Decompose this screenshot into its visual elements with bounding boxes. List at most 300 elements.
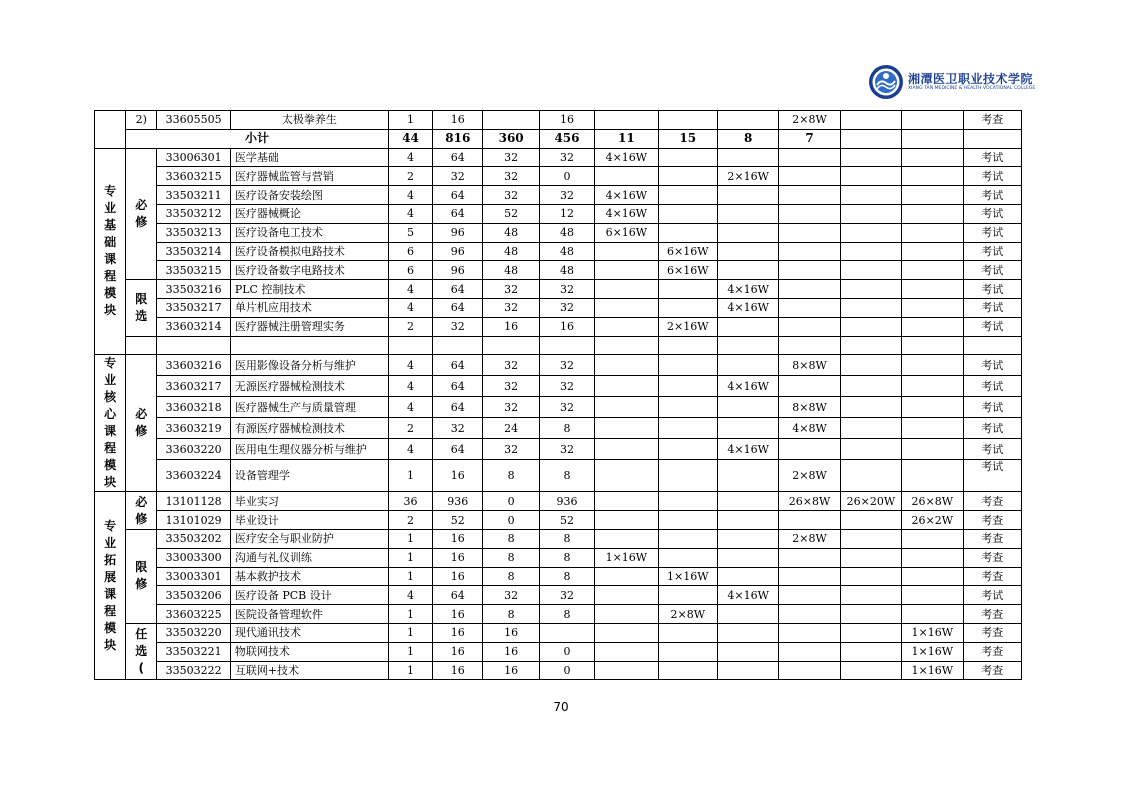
theory-hours: 32 (483, 186, 539, 205)
semester-4: 4×8W (779, 418, 840, 439)
semester-5 (840, 586, 901, 605)
total-hours: 64 (433, 186, 483, 205)
course-plan-table (94, 110, 1022, 680)
empty-cell (840, 129, 901, 148)
course-name: 沟通与礼仪训练 (230, 548, 388, 567)
total-hours: 936 (433, 492, 483, 511)
semester-1 (595, 397, 658, 418)
semester-4 (779, 280, 840, 299)
semester-6 (902, 605, 963, 624)
course-name: 医疗器械注册管理实务 (230, 317, 388, 336)
exam-type: 考试 (963, 439, 1022, 460)
theory-hours: 32 (483, 298, 539, 317)
course-name: 单片机应用技术 (230, 298, 388, 317)
college-emblem-icon (868, 64, 904, 100)
semester-5 (840, 397, 901, 418)
semester-4: 8×8W (779, 397, 840, 418)
semester-5 (840, 605, 901, 624)
practice-hours: 8 (539, 548, 594, 567)
exam-type: 考查 (963, 642, 1022, 661)
table-row (95, 460, 1022, 492)
semester-2 (658, 460, 717, 492)
total-hours: 16 (433, 567, 483, 586)
course-name: 医疗设备数字电路技术 (230, 261, 388, 280)
course-name: 医用电生理仪器分析与维护 (230, 439, 388, 460)
semester-1 (595, 492, 658, 511)
semester-3: 4×16W (717, 298, 778, 317)
practice-hours: 32 (539, 148, 594, 167)
semester-6 (902, 186, 963, 205)
semester-4 (779, 567, 840, 586)
course-name: 互联网+技术 (230, 661, 388, 680)
exam-type: 考试 (963, 186, 1022, 205)
table-row (95, 355, 1022, 376)
semester-1 (595, 355, 658, 376)
semester-2: 2×8W (658, 605, 717, 624)
core-module-section (95, 355, 1022, 492)
semester-4 (779, 661, 840, 680)
semester-1 (595, 167, 658, 186)
course-name: PLC 控制技术 (230, 280, 388, 299)
semester-2 (658, 529, 717, 548)
practice-hours: 32 (539, 280, 594, 299)
practice-hours: 32 (539, 376, 594, 397)
semester-2 (658, 280, 717, 299)
semester-6 (902, 148, 963, 167)
semester-3 (717, 661, 778, 680)
group-label-elective (126, 623, 157, 679)
total-hours: 64 (433, 376, 483, 397)
exam-type: 考查 (963, 623, 1022, 642)
credits: 4 (388, 280, 432, 299)
semester-3 (717, 261, 778, 280)
empty-cell (595, 336, 658, 355)
semester-1 (595, 642, 658, 661)
exam-type: 考查 (963, 548, 1022, 567)
semester-6 (902, 529, 963, 548)
exam-type: 考查 (963, 567, 1022, 586)
group-label-required-text: 必修 (135, 407, 148, 439)
semester-3: 4×16W (717, 376, 778, 397)
practice-hours: 0 (539, 642, 594, 661)
semester-6 (902, 167, 963, 186)
course-name: 物联网技术 (230, 642, 388, 661)
theory-hours: 0 (483, 511, 539, 530)
exam-type: 考查 (963, 605, 1022, 624)
semester-3 (717, 186, 778, 205)
course-code: 33503215 (157, 261, 230, 280)
total-hours: 96 (433, 242, 483, 261)
practice-hours: 16 (539, 111, 594, 130)
semester-3 (717, 567, 778, 586)
theory-hours: 360 (483, 129, 539, 148)
group-label-restricted (126, 280, 157, 336)
semester-3 (717, 111, 778, 130)
table-row (95, 223, 1022, 242)
semester-1 (595, 623, 658, 642)
semester-3 (717, 511, 778, 530)
credits: 4 (388, 298, 432, 317)
total-hours: 64 (433, 280, 483, 299)
group-label-required-text: 必修 (135, 197, 148, 229)
semester-2 (658, 397, 717, 418)
exam-type: 考试 (963, 460, 1022, 492)
semester-4: 2×8W (779, 529, 840, 548)
table-row (95, 298, 1022, 317)
credits: 2 (388, 511, 432, 530)
total-hours: 16 (433, 661, 483, 680)
semester-4 (779, 148, 840, 167)
semester-2 (658, 298, 717, 317)
table-row (95, 623, 1022, 642)
credits: 2 (388, 418, 432, 439)
empty-cell (963, 129, 1022, 148)
semester-1: 1×16W (595, 548, 658, 567)
credits: 6 (388, 261, 432, 280)
semester-1 (595, 280, 658, 299)
semester-5 (840, 167, 901, 186)
total-hours: 16 (433, 111, 483, 130)
semester-1 (595, 418, 658, 439)
semester-6 (902, 439, 963, 460)
semester-5 (840, 623, 901, 642)
theory-hours: 8 (483, 460, 539, 492)
empty-cell (95, 111, 126, 149)
empty-cell (902, 336, 963, 355)
semester-3: 4×16W (717, 280, 778, 299)
table-row (95, 111, 1022, 130)
course-name: 设备管理学 (230, 460, 388, 492)
basic-module-section (95, 148, 1022, 355)
course-code: 33503214 (157, 242, 230, 261)
semester-5 (840, 439, 901, 460)
exam-type: 考试 (963, 418, 1022, 439)
total-hours: 32 (433, 418, 483, 439)
semester-2: 6×16W (658, 261, 717, 280)
semester-4 (779, 204, 840, 223)
course-name: 医疗设备 PCB 设计 (230, 586, 388, 605)
semester-6 (902, 567, 963, 586)
empty-cell (779, 336, 840, 355)
course-name: 医学基础 (230, 148, 388, 167)
total-hours: 32 (433, 167, 483, 186)
semester-5: 26×20W (840, 492, 901, 511)
module-label-extension-text: 专业拓展课程模块 (104, 518, 117, 652)
semester-3 (717, 148, 778, 167)
semester-1 (595, 298, 658, 317)
semester-2 (658, 586, 717, 605)
course-code: 33503217 (157, 298, 230, 317)
semester-6: 1×16W (902, 642, 963, 661)
practice-hours: 48 (539, 261, 594, 280)
total-hours: 816 (433, 129, 483, 148)
semester-3 (717, 460, 778, 492)
semester-5 (840, 418, 901, 439)
course-name: 现代通讯技术 (230, 623, 388, 642)
semester-5 (840, 223, 901, 242)
semester-3 (717, 204, 778, 223)
table-row (95, 642, 1022, 661)
theory-hours: 16 (483, 661, 539, 680)
semester-6 (902, 418, 963, 439)
credits: 36 (388, 492, 432, 511)
exam-type: 考试 (963, 242, 1022, 261)
table-row (95, 261, 1022, 280)
semester-4 (779, 623, 840, 642)
semester-3 (717, 548, 778, 567)
empty-cell (388, 336, 432, 355)
group-label-elective-text: 任选( (135, 627, 148, 676)
total-hours: 96 (433, 223, 483, 242)
course-code: 33603214 (157, 317, 230, 336)
total-hours: 96 (433, 261, 483, 280)
semester-1: 11 (595, 129, 658, 148)
semester-4 (779, 376, 840, 397)
theory-hours: 16 (483, 642, 539, 661)
blank-row (95, 336, 1022, 355)
credits: 1 (388, 529, 432, 548)
practice-hours: 16 (539, 317, 594, 336)
table-row (95, 280, 1022, 299)
credits: 4 (388, 439, 432, 460)
semester-1 (595, 661, 658, 680)
total-hours: 16 (433, 642, 483, 661)
theory-hours: 32 (483, 376, 539, 397)
exam-type: 考试 (963, 298, 1022, 317)
credits: 1 (388, 623, 432, 642)
practice-hours: 32 (539, 397, 594, 418)
course-name: 毕业设计 (230, 511, 388, 530)
semester-4 (779, 605, 840, 624)
credits: 5 (388, 223, 432, 242)
theory-hours: 32 (483, 397, 539, 418)
semester-4 (779, 167, 840, 186)
semester-2 (658, 148, 717, 167)
course-code: 33605505 (157, 111, 230, 130)
semester-6 (902, 397, 963, 418)
semester-2 (658, 623, 717, 642)
course-code: 33503206 (157, 586, 230, 605)
semester-6 (902, 460, 963, 492)
semester-5 (840, 511, 901, 530)
semester-4: 26×8W (779, 492, 840, 511)
total-hours: 16 (433, 623, 483, 642)
theory-hours: 48 (483, 261, 539, 280)
theory-hours: 8 (483, 567, 539, 586)
semester-6 (902, 111, 963, 130)
semester-5 (840, 529, 901, 548)
semester-5 (840, 111, 901, 130)
course-name: 有源医疗器械检测技术 (230, 418, 388, 439)
theory-hours: 32 (483, 439, 539, 460)
semester-2 (658, 492, 717, 511)
empty-cell (433, 336, 483, 355)
semester-2 (658, 355, 717, 376)
credits: 44 (388, 129, 432, 148)
course-code: 33603224 (157, 460, 230, 492)
semester-5 (840, 317, 901, 336)
college-logo (868, 64, 1036, 104)
total-hours: 16 (433, 529, 483, 548)
module-label-core-text: 专业核心课程模块 (104, 356, 117, 490)
total-hours: 64 (433, 204, 483, 223)
practice-hours: 8 (539, 567, 594, 586)
table-row (95, 317, 1022, 336)
semester-4 (779, 439, 840, 460)
practice-hours: 32 (539, 298, 594, 317)
credits: 1 (388, 460, 432, 492)
table-row (95, 418, 1022, 439)
table-row (95, 204, 1022, 223)
practice-hours: 48 (539, 242, 594, 261)
empty-cell (658, 336, 717, 355)
exam-type: 考试 (963, 148, 1022, 167)
total-hours: 64 (433, 397, 483, 418)
semester-6: 1×16W (902, 661, 963, 680)
exam-type: 考试 (963, 280, 1022, 299)
semester-6: 26×8W (902, 492, 963, 511)
credits: 1 (388, 567, 432, 586)
theory-hours: 32 (483, 148, 539, 167)
practice-hours: 0 (539, 167, 594, 186)
course-name: 医疗设备模拟电路技术 (230, 242, 388, 261)
exam-type: 考试 (963, 586, 1022, 605)
semester-6 (902, 280, 963, 299)
practice-hours: 12 (539, 204, 594, 223)
semester-5 (840, 186, 901, 205)
semester-3 (717, 397, 778, 418)
semester-6 (902, 261, 963, 280)
semester-6 (902, 376, 963, 397)
course-code: 33603219 (157, 418, 230, 439)
course-name: 医疗器械概论 (230, 204, 388, 223)
semester-4: 2×8W (779, 460, 840, 492)
semester-4: 8×8W (779, 355, 840, 376)
course-name: 医疗安全与职业防护 (230, 529, 388, 548)
semester-4 (779, 511, 840, 530)
semester-6 (902, 317, 963, 336)
semester-5 (840, 460, 901, 492)
semester-1: 4×16W (595, 148, 658, 167)
credits: 1 (388, 661, 432, 680)
exam-type: 考查 (963, 529, 1022, 548)
module-label-basic-text: 专业基础课程模块 (104, 184, 117, 318)
course-name: 医疗设备电工技术 (230, 223, 388, 242)
theory-hours: 16 (483, 623, 539, 642)
course-code: 13101029 (157, 511, 230, 530)
total-hours: 52 (433, 511, 483, 530)
semester-1 (595, 111, 658, 130)
exam-type: 考试 (963, 397, 1022, 418)
empty-cell (902, 129, 963, 148)
exam-type: 考查 (963, 111, 1022, 130)
semester-2: 1×16W (658, 567, 717, 586)
course-name: 无源医疗器械检测技术 (230, 376, 388, 397)
semester-3: 2×16W (717, 167, 778, 186)
theory-hours: 32 (483, 586, 539, 605)
course-code: 33503220 (157, 623, 230, 642)
course-code: 33603216 (157, 355, 230, 376)
semester-5 (840, 355, 901, 376)
semester-2: 6×16W (658, 242, 717, 261)
total-hours: 64 (433, 148, 483, 167)
semester-1: 4×16W (595, 204, 658, 223)
semester-1 (595, 586, 658, 605)
total-hours: 16 (433, 460, 483, 492)
semester-5 (840, 376, 901, 397)
semester-2 (658, 642, 717, 661)
course-code: 33006301 (157, 148, 230, 167)
group-label-required-text: 必修 (135, 494, 148, 526)
semester-3 (717, 317, 778, 336)
practice-hours: 48 (539, 223, 594, 242)
course-code: 33503212 (157, 204, 230, 223)
course-code: 33503211 (157, 186, 230, 205)
semester-4 (779, 242, 840, 261)
exam-type: 考查 (963, 492, 1022, 511)
empty-cell (717, 336, 778, 355)
semester-6 (902, 242, 963, 261)
semester-4 (779, 586, 840, 605)
practice-hours: 32 (539, 186, 594, 205)
group-label-restricted (126, 529, 157, 623)
empty-cell (157, 336, 230, 355)
semester-2 (658, 167, 717, 186)
semester-5 (840, 280, 901, 299)
theory-hours: 48 (483, 223, 539, 242)
theory-hours: 8 (483, 605, 539, 624)
semester-6 (902, 204, 963, 223)
semester-6 (902, 355, 963, 376)
semester-1 (595, 439, 658, 460)
practice-hours: 8 (539, 460, 594, 492)
table-row (95, 492, 1022, 511)
total-hours: 16 (433, 548, 483, 567)
credits: 1 (388, 642, 432, 661)
table-row (95, 439, 1022, 460)
total-hours: 64 (433, 355, 483, 376)
practice-hours: 8 (539, 529, 594, 548)
empty-cell (539, 336, 594, 355)
theory-hours: 0 (483, 492, 539, 511)
credits: 4 (388, 397, 432, 418)
total-hours: 32 (433, 317, 483, 336)
semester-2 (658, 223, 717, 242)
semester-1 (595, 605, 658, 624)
table-row (95, 661, 1022, 680)
semester-5 (840, 261, 901, 280)
table-row (95, 148, 1022, 167)
semester-1 (595, 261, 658, 280)
semester-1 (595, 529, 658, 548)
credits: 2 (388, 167, 432, 186)
table-row (95, 376, 1022, 397)
semester-3: 4×16W (717, 439, 778, 460)
semester-4 (779, 261, 840, 280)
table-row (95, 529, 1022, 548)
practice-hours: 32 (539, 439, 594, 460)
page-number: 70 (553, 700, 569, 714)
theory-hours: 32 (483, 280, 539, 299)
practice-hours: 32 (539, 586, 594, 605)
semester-3 (717, 492, 778, 511)
semester-3: 4×16W (717, 586, 778, 605)
credits: 1 (388, 605, 432, 624)
theory-hours: 52 (483, 204, 539, 223)
semester-2 (658, 186, 717, 205)
semester-3 (717, 529, 778, 548)
semester-4 (779, 223, 840, 242)
